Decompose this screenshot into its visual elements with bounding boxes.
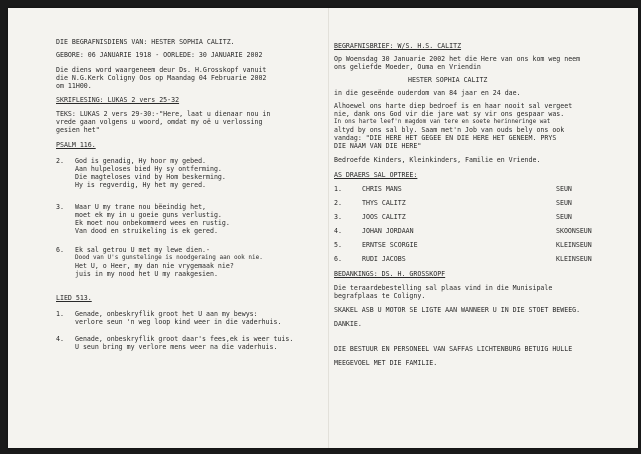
- service-title: DIE BEGRAFNISDIENS VAN: HESTER SOPHIA CALITZ.: [56, 38, 235, 46]
- bearer-relation: SEUN: [556, 185, 572, 193]
- notice-title: BEGRAFNISBRIEF: W/S. H.S. CALITZ: [334, 42, 462, 50]
- body-line: DIE NAAM VAN DIE HERE": [334, 142, 422, 150]
- body-line: In ons harte leef'n magdom van tere en soete herinneringe wat: [334, 119, 551, 125]
- bearer-number: 5.: [334, 241, 342, 249]
- bearer-name: ERNTSE SCORGIE: [362, 241, 418, 249]
- bearer-relation: SEUN: [556, 199, 572, 207]
- text-line-2: vrede gaan volgens u woord, omdat my oë u verlossing: [56, 118, 263, 126]
- bearer-relation: SKOONSEUN: [556, 227, 592, 235]
- body-line: vandag: "DIE HERE HET GEGEE EN DIE HERE HET GENEEM. PRYS: [334, 134, 557, 142]
- verse-line: Genade, onbeskryflik groot daar's fees,ek is weer tuis.: [75, 335, 294, 343]
- text-line-1: TEKS: LUKAS 2 vers 29-30:-"Here, laat u dienaar nou in: [56, 110, 271, 118]
- bearer-number: 4.: [334, 227, 342, 235]
- verse-number: 2.: [56, 157, 64, 165]
- verse-number: 3.: [56, 203, 64, 211]
- service-intro-2: die N.G.Kerk Coligny Oos op Maandag 04 Februarie 2002: [56, 74, 267, 82]
- verse-line: juis in my nood het U my raakgesien.: [75, 270, 218, 278]
- bearer-name: JOOS CALITZ: [362, 213, 406, 221]
- verse-line: Ek sal getrou U met my lewe dien.-: [75, 246, 210, 254]
- bearer-number: 1.: [334, 185, 342, 193]
- bearer-relation: SEUN: [556, 213, 572, 221]
- service-intro-3: om 11H00.: [56, 82, 92, 90]
- thanks-line: DANKIE.: [334, 320, 362, 328]
- verse-line: God is genadig, Hy hoor my gebed.: [75, 157, 207, 165]
- officiant-line: BEDANKINGS: DS. H. GROSSKOPF: [334, 270, 446, 278]
- verse-line: Ek moet nou onbekommerd wees en rustig.: [75, 219, 230, 227]
- verse-number: 6.: [56, 246, 64, 254]
- bearer-name: CHRIS MANS: [362, 185, 402, 193]
- verse-number: 4.: [56, 335, 64, 343]
- verse-line: Genade, onbeskryflik groot het U aan my bewys:: [75, 310, 258, 318]
- bearer-name: JOHAN JORDAAN: [362, 227, 414, 235]
- verse-line: Van dood en struikeling is ek gered.: [75, 227, 218, 235]
- center-fold: [328, 8, 329, 448]
- scripture-reading: SKRIFLESING: LUKAS 2 vers 25-32: [56, 96, 180, 104]
- age-line: in die geseënde ouderdom van 84 jaar en 24 dae.: [334, 89, 521, 97]
- motor-lights-notice: SKAKEL ASB U MOTOR SE LIGTE AAN WANNEER U IN DIE STOET BEWEEG.: [334, 306, 581, 314]
- psalm-title: PSALM 116.: [56, 141, 96, 149]
- bearer-relation: KLEINSEUN: [556, 255, 592, 263]
- staff-line-1: DIE BESTUUR EN PERSONEEL VAN SAFFAS LICHTENBURG BETUIG HULLE: [334, 345, 573, 353]
- verse-line: Hy is regverdig, Hy het my gered.: [75, 181, 207, 189]
- notice-intro-2: ons geliefde Moeder, Ouma en Vriendin: [334, 63, 481, 71]
- staff-line-2: MEEGEVOEL MET DIE FAMILIE.: [334, 359, 438, 367]
- verse-line: Aan hulpeloses bied Hy sy ontferming.: [75, 165, 222, 173]
- bearers-title: AS DRAERS SAL OPTREE:: [334, 171, 418, 179]
- song-title: LIED 513.: [56, 294, 92, 302]
- body-line: Alhoewel ons harte diep bedroef is en haar nooit sal vergeet: [334, 102, 573, 110]
- service-intro-1: Die diens word waargeneem deur Ds. H.Grosskopf vanuit: [56, 66, 267, 74]
- burial-line-2: begrafplaas te Coligny.: [334, 292, 426, 300]
- deceased-name: HESTER SOPHIA CALITZ: [408, 76, 488, 84]
- body-line: nie, dank ons God vir die jare wat sy vir ons gespaar was.: [334, 110, 565, 118]
- burial-line-1: Die teraardebestelling sal plaas vind in die Munisipale: [334, 284, 553, 292]
- verse-line: Die magteloses vind by Hom beskerming.: [75, 173, 226, 181]
- bearer-number: 3.: [334, 213, 342, 221]
- verse-number: 1.: [56, 310, 64, 318]
- signed-by: Bedroefde Kinders, Kleinkinders, Familie en Vriende.: [334, 156, 541, 164]
- bearer-number: 2.: [334, 199, 342, 207]
- verse-line: verlore seun 'n weg loop kind weer in die vaderhuis.: [75, 318, 282, 326]
- notice-intro-1: Op Woensdag 30 Januarie 2002 het die Here van ons kom weg neem: [334, 55, 581, 63]
- bearer-relation: KLEINSEUN: [556, 241, 592, 249]
- bearer-name: RUDI JACOBS: [362, 255, 406, 263]
- verse-line: Dood van U's gunstelinge is noodgeraing aan ook nie.: [75, 254, 263, 261]
- verse-line: Waar U my trane nou bëeindig het,: [75, 203, 207, 211]
- funeral-program-sheet: [8, 8, 638, 448]
- verse-line: moet ek my in u goeie guns verlustig.: [75, 211, 222, 219]
- text-line-3: gesien het": [56, 126, 100, 134]
- verse-line: Het U, o Heer, my dan nie vrygemaak nie?: [75, 262, 234, 270]
- bearer-name: THYS CALITZ: [362, 199, 406, 207]
- bearer-number: 6.: [334, 255, 342, 263]
- body-line: altyd by ons sal bly. Saam met'n Job van ouds bely ons ook: [334, 126, 565, 134]
- birth-death-dates: GEBORE: 06 JANUARIE 1918 - OORLEDE: 30 JANUARIE 2002: [56, 51, 263, 59]
- verse-line: U seun bring my verlore mens weer na die vaderhuis.: [75, 343, 278, 351]
